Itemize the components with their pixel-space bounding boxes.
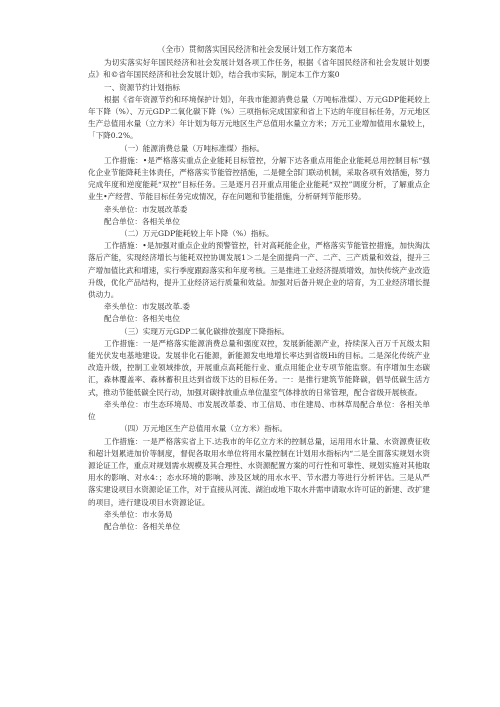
document-title: （全市）贯彻落实国民经济和社会发展计划工作方案范本 xyxy=(157,45,353,54)
subsection-heading-energy-total: （一）能源消费总量（万吨标准煤）指标。 xyxy=(120,143,265,153)
lead-unit-water: 牵头单位：市水务局 xyxy=(104,509,173,519)
subsection-body-co2: 工作措施：一是严格落实能源消费总量和强度双控，发展新能源产业，持续深入百万千瓦级太阳能光伏发电基地建设。发展非化石能源，新能源发电地增长率达到省级Hi的目标。二是深化传统产业改造升级，控制工业领域排放，开展重点高耗能行业、重点用能企业专项节能监察。有序增加生态碳汇，森林覆盖率、森林蓄积且达到省级下达的目标任务。一：是推行建筑节能降碳，倡导低碳生活方式，推动节能低碳全民行动，加强对碳排放重点单位温室气体排放的日常管理，配合省级开展核查。 xyxy=(88,338,430,397)
lead-unit-gdp-energy: 牵头单位：市发展改革.委 xyxy=(104,302,190,312)
subsection-body-gdp-energy: 工作措施：•是加强对重点企业的预警管控，针对高耗能企业，严格落实节能管控措施，加快淘汰落后产能，实现经济增长与能耗双控协调发展1＞二是全面提尚一产、二产、三产质量和效益，提升三产增加值比武和增速，实行季度跟踪落实和年度考核。三是推进工业经济提质增效，加快传统产业改造升级，优化产品结构，提升工业经济运行质量和效益。加强对后备升规企业的培育，为工业经济增长提供动力。 xyxy=(88,241,430,300)
section-body-resource-saving: 根据《省年资源节约和环境保护计划》，年我市能源消费总量（万吨标准煤）、万元GDP能耗较上年下降（%）、万元GDP二氧化碳下降（%）三项指标完成国家和省上下达的年度目标任务，万元地区生产总值用水量（立方米）年计划为每万元地区生产总值用水量立方米；万元工业增加值用水量较上，「下降0.2%。 xyxy=(88,94,430,141)
intro-paragraph: 为切实落实好年国民经济和社会发展计划各项工作任务，根据《省年国民经济和社会发展计划要点》和©省年国民经济和社会发展计划》，结合我市实际，制定本工作方案0 xyxy=(88,58,430,80)
section-heading-resource-saving: 一、资源节约计划指标 xyxy=(104,82,180,92)
subsection-heading-gdp-energy: （二）万元GDP能耗较上年卜降（%）指标。 xyxy=(120,229,274,239)
support-unit-energy-total: 配合单位：各相关单位 xyxy=(104,216,180,226)
subsection-body-water: 工作措施：一是严格落实省上下.达我市的年亿立方米的控制总量，运用用水计量、水资源费征收和超计划累进加价等制度，督促各取用水单位将用水量控制在计划用水指标内“二是全面落实规划水资源论证工作，重点对规划需水规模及其合理性、水资源配置方案的可行性和可靠性、规划实施对其他取用水的影响、对水4：；态水环境的影响、涉及区域的用水水平、节水潜力等进行分析评估。三是从严落实建设项目水资源论证工作，对于直接从河流、湖泊或地下取水并需申请取水许可证的新建、改扩建的项目，进行建设项目水资源论证。 xyxy=(88,436,430,507)
subsection-heading-water: （四）万元地区生产总值用水量（立方米）指标。 xyxy=(120,424,288,434)
lead-unit-co2: 牵头单位：市生态环境局、市发展改革委、市工信局、市住建局、市林草局配合单位：各相关单位 xyxy=(88,399,430,422)
support-unit-water: 配合单位：各相关单位 xyxy=(104,521,180,531)
support-unit-gdp-energy: 配合单位：各相关电位 xyxy=(104,314,180,324)
lead-unit-energy-total: 牵头单位：市发展改革委 xyxy=(104,204,188,214)
subsection-heading-co2: （三）实现万元GDP二氧化碳排放强度下降指标。 xyxy=(120,326,290,336)
subsection-body-energy-total: 工作措施：•是严格落实重点企业能耗目标管控，分解下达各重点用能企业能耗总用控制目标“强化企业节能降耗主体责任，严格落实节能管控措施，二是健全部门联动机制，采取各项有效措施，努力完成年度和逆度能耗“双控”目标任务。三是逐月召开重点用能企业能耗“双控”调度分析，了解重点企业生•产经营、节能目标任务完成情况，存在问题和节能措施，分析研判节能形势。 xyxy=(88,155,430,202)
